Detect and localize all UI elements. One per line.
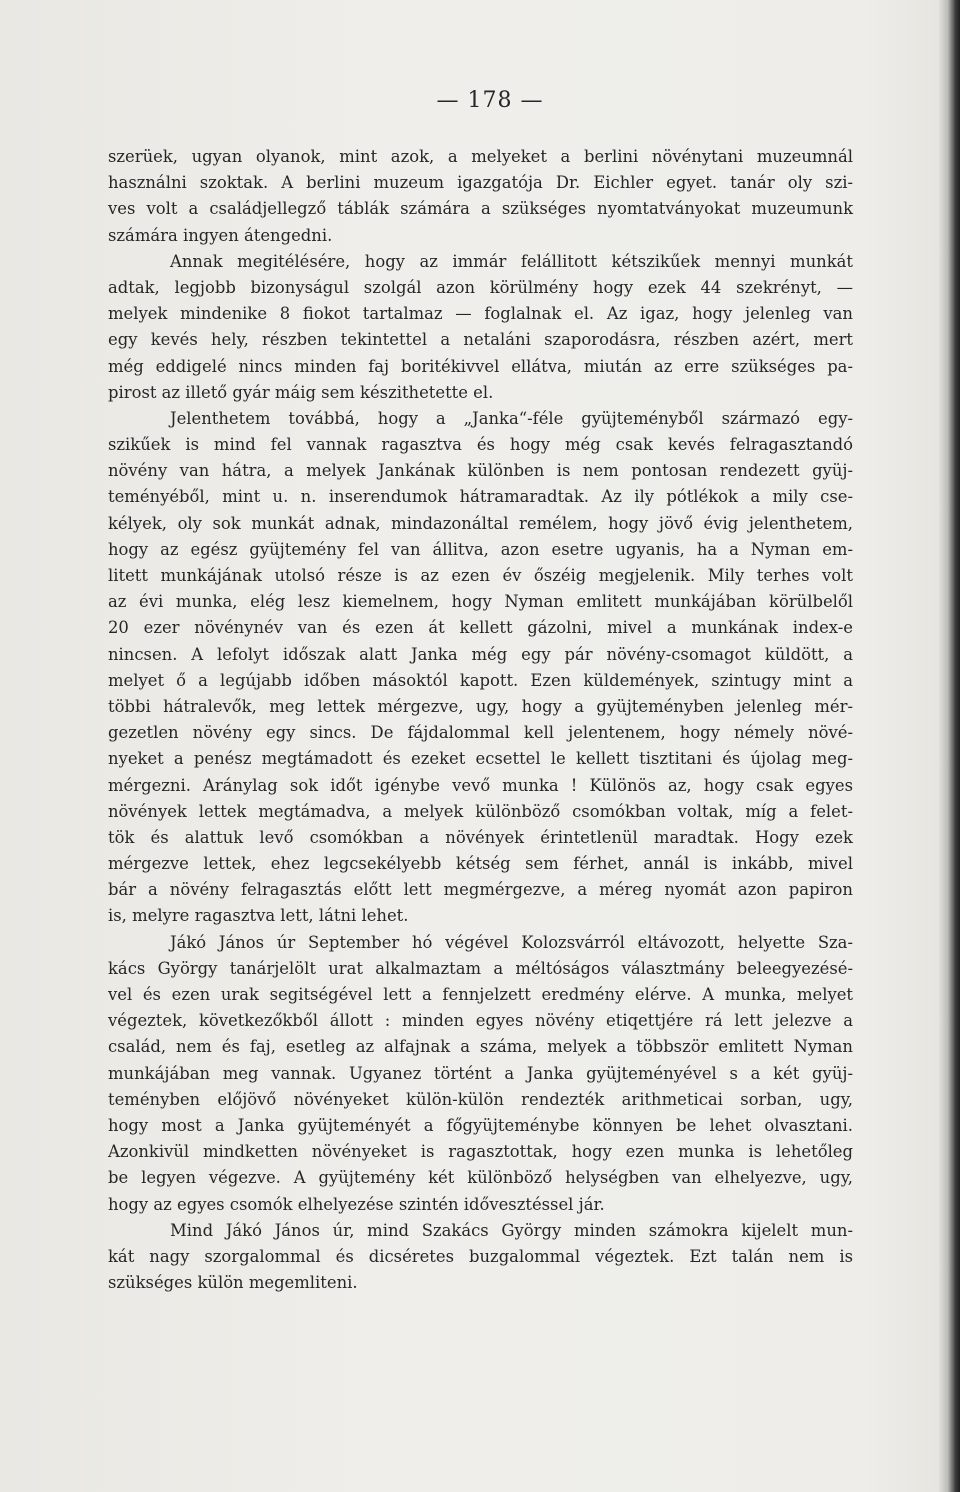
text-line: szerüek, ugyan olyanok, mint azok, a melyeket a berlini növénytani muzeumnál xyxy=(108,147,853,166)
text-line: Annak megitélésére, hogy az immár felállitott kétszikűek mennyi munkát xyxy=(170,251,853,271)
page-edge-shadow xyxy=(938,0,960,1492)
text-line: kács György tanárjelölt urat alkalmaztam a méltóságos választmány beleegyezésé- xyxy=(108,958,853,978)
text-line: az évi munka, elég lesz kiemelnem, hogy Nyman emlitett munkájában körülbelől xyxy=(108,592,853,612)
text-line: mérgezve lettek, ehez legcsekélyebb kétség sem férhet, annál is inkább, mivel xyxy=(108,854,853,874)
text-line: teményben előjövő növényeket külön-külön rendezték arithmeticai sorban, ugy, xyxy=(108,1089,853,1109)
text-line: nincsen. A lefolyt időszak alatt Janka még egy pár növény-csomagot küldött, a xyxy=(108,644,853,664)
text-line: adtak, legjobb bizonyságul szolgál azon körülmény hogy ezek 44 szekrényt, — xyxy=(108,277,853,297)
body-text xyxy=(108,144,853,1296)
text-line: hogy az egész gyüjtemény fel van állitva, azon esetre ugyanis, ha a Nyman em- xyxy=(108,539,853,559)
text-line: Jelenthetem továbbá, hogy a „Janka“-féle gyüjteményből származó egy- xyxy=(170,408,853,428)
text-line: szükséges külön megemliteni. xyxy=(108,1273,358,1293)
text-line: nyeket a penész megtámadott és ezeket ecsettel le kellett tisztitani és újolag meg- xyxy=(108,749,853,769)
text-line: pirost az illető gyár máig sem készithetette el. xyxy=(108,382,494,402)
text-line: litett munkájának utolsó része is az ezen év őszéig megjelenik. Mily terhes volt xyxy=(108,566,853,585)
text-line: végeztek, következőkből állott : minden egyes növény etiqettjére rá lett jelezve a xyxy=(108,1011,853,1031)
text-line: tök és alattuk levő csomókban a növények érintetlenül maradtak. Hogy ezek xyxy=(108,827,853,847)
text-line: kát nagy szorgalommal és dicséretes buzgalommal végeztek. Ezt talán nem is xyxy=(108,1246,853,1266)
text-line: számára ingyen átengedni. xyxy=(108,225,333,245)
text-line: Jákó János úr September hó végével Kolozsvárról eltávozott, helyette Sza- xyxy=(170,932,853,952)
text-line: 20 ezer növénynév van és ezen át kellett gázolni, mivel a munkának index-e xyxy=(108,618,853,638)
text-line: kélyek, oly sok munkát adnak, mindazonáltal remélem, hogy jövő évig jelenthetem, xyxy=(108,513,853,533)
text-line: használni szoktak. A berlini muzeum igazgatója Dr. Eichler egyet. tanár oly szi- xyxy=(108,173,853,193)
text-line: be legyen végezve. A gyüjtemény két különböző helységben van elhelyezve, ugy, xyxy=(108,1168,853,1188)
text-line: még eddigelé nincs minden faj boritékivvel ellátva, miután az erre szükséges pa- xyxy=(108,356,853,376)
text-line: vel és ezen urak segitségével lett a fennjelzett eredmény elérve. A munka, melyet xyxy=(108,985,853,1004)
text-line: hogy az egyes csomók elhelyezése szintén idővesztéssel jár. xyxy=(108,1194,605,1214)
text-line: teményéből, mint u. n. inserendumok hátramaradtak. Az ily pótlékok a mily cse- xyxy=(108,487,853,507)
text-line: munkájában meg vannak. Ugyanez történt a Janka gyüjteményével s a két gyüj- xyxy=(108,1063,853,1083)
text-line: Mind Jákó János úr, mind Szakács György minden számokra kijelelt mun- xyxy=(170,1220,853,1240)
text-line: egy kevés hely, részben tekintettel a netaláni szaporodásra, részben azért, mert xyxy=(108,330,853,350)
text-line: mérgezni. Aránylag sok időt igénybe vevő munka ! Különös az, hogy csak egyes xyxy=(108,775,853,795)
text-line: szikűek is mind fel vannak ragasztva és hogy még csak kevés felragasztandó xyxy=(108,435,853,455)
text-line: gezetlen növény egy sincs. De fájdalommal kell jelentenem, hogy némely növé- xyxy=(108,723,853,743)
text-line: melyet ő a legújabb időben másoktól kapott. Ezen küldemények, szintugy mint a xyxy=(108,670,853,690)
text-line: többi hátralevők, meg lettek mérgezve, ugy, hogy a gyüjteményben jelenleg mér- xyxy=(108,696,853,716)
text-line: melyek mindenike 8 fiokot tartalmaz — foglalnak el. Az igaz, hogy jelenleg van xyxy=(108,304,853,324)
page-number: — 178 — xyxy=(436,88,544,113)
text-line: ves volt a családjellegző táblák számára a szükséges nyomtatványokat muzeumunk xyxy=(108,199,853,219)
text-line: hogy most a Janka gyüjteményét a főgyüjteménybe könnyen be lehet olvasztani. xyxy=(108,1115,853,1135)
text-line: bár a növény felragasztás előtt lett megmérgezve, a méreg nyomát azon papiron xyxy=(108,880,853,900)
text-line: család, nem és faj, esetleg az alfajnak a száma, melyek a többször emlitett Nyman xyxy=(108,1037,853,1057)
text-line: növény van hátra, a melyek Jankának különben is nem pontosan rendezett gyüj- xyxy=(108,461,853,481)
text-line: Azonkivül mindketten növényeket is ragasztottak, hogy ezen munka is lehetőleg xyxy=(108,1142,853,1162)
text-line: növények lettek megtámadva, a melyek különböző csomókban voltak, míg a felet- xyxy=(108,801,853,821)
text-line: is, melyre ragasztva lett, látni lehet. xyxy=(108,906,409,926)
